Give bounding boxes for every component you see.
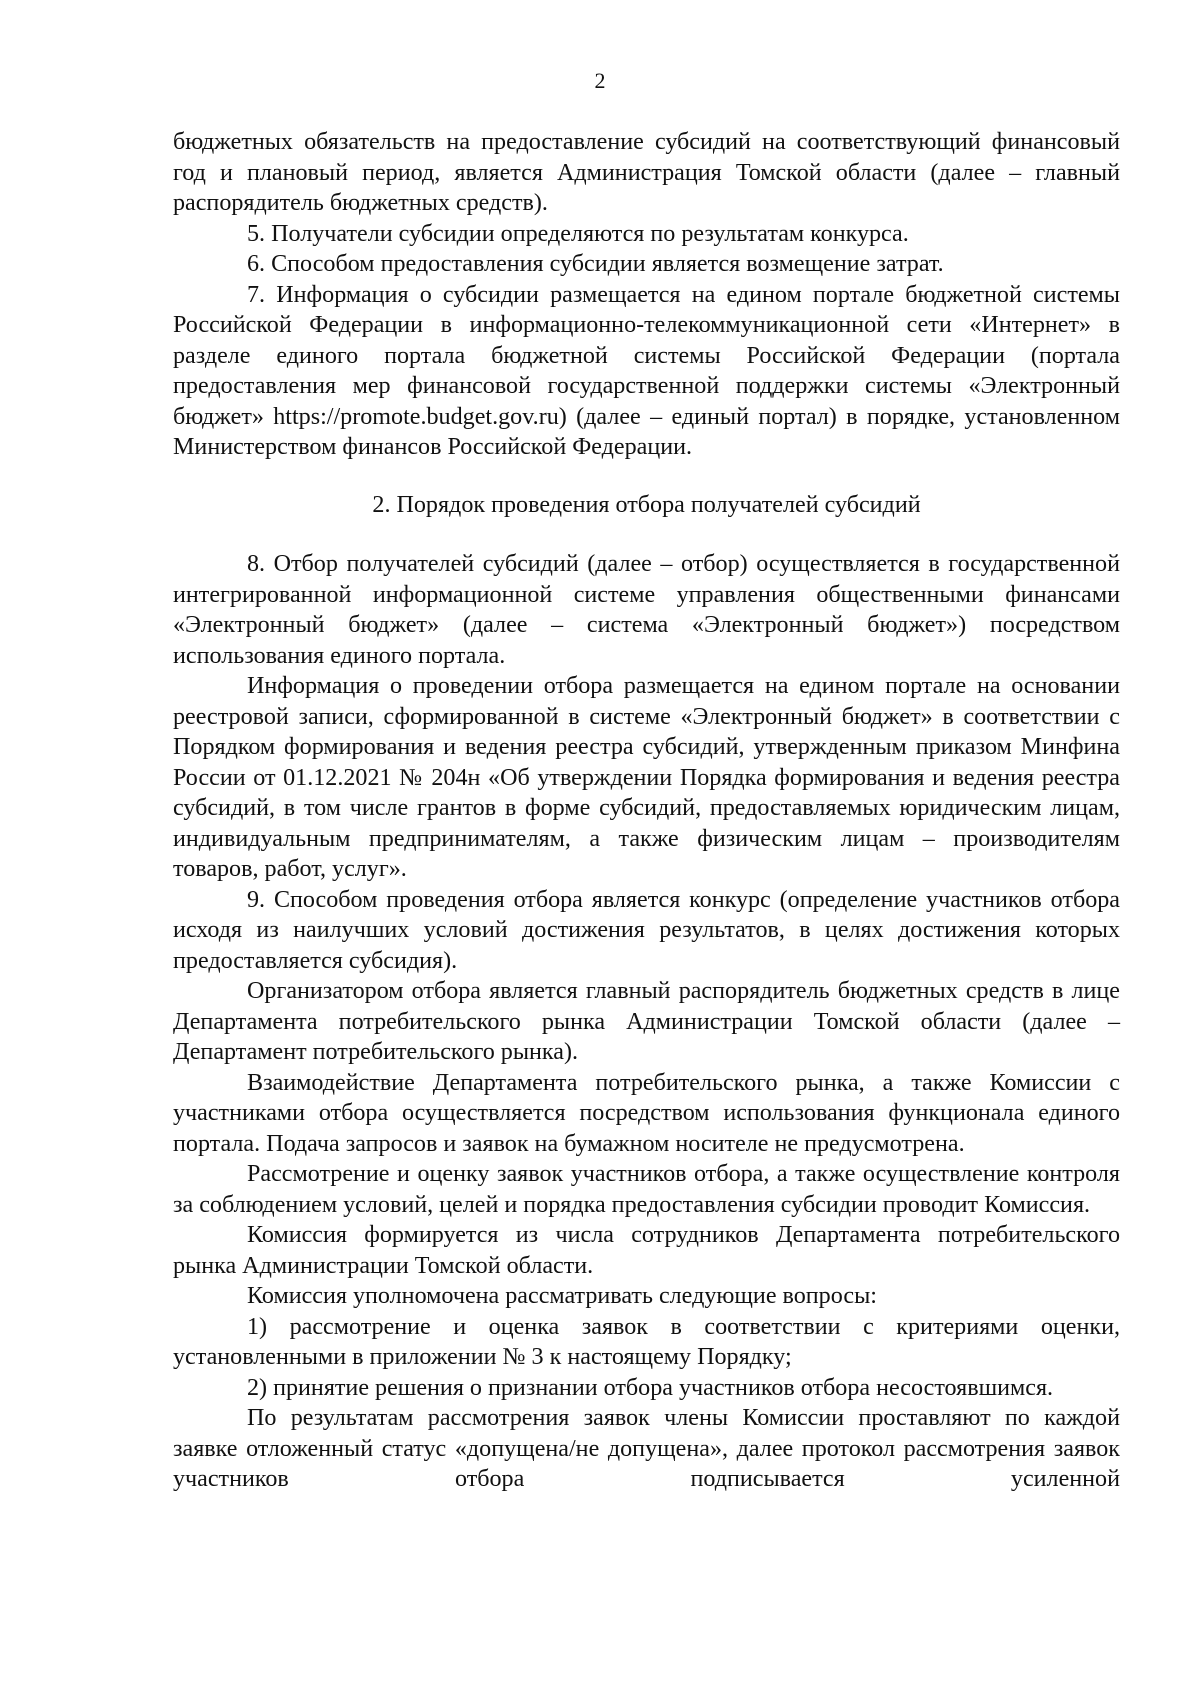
paragraph-review: Рассмотрение и оценку заявок участников отбора, а также осуществление контроля за соблюдением условий, целей и порядка предоставления субсидии проводит Комиссия. bbox=[173, 1161, 1120, 1218]
section-2-title: 2. Порядок проведения отбора получателей субсидий bbox=[372, 491, 921, 518]
paragraph-7: 7. Информация о субсидии размещается на едином портале бюджетной системы Российской Федерации в информационно-телекоммуникационной сети «Интернет» в разделе единого портала бюджетной системы Российской Федерации (портала предоставления мер финансовой государственной поддержки системы «Электронный бюджет» https://promote.budget.gov.ru) (далее – единый портал) в порядке, установленном Министерством финансов Российской Федерации. bbox=[173, 281, 1120, 460]
list-item-1: 1) рассмотрение и оценка заявок в соответствии с критериями оценки, установленными в приложении № 3 к настоящему Порядку; bbox=[173, 1313, 1120, 1370]
paragraph-organizer: Организатором отбора является главный распорядитель бюджетных средств в лице Департамента потребительского рынка Администрации Томской области (далее – Департамент потребительского рынка). bbox=[173, 978, 1120, 1065]
page-number: 2 bbox=[594, 68, 606, 93]
paragraph-results: По результатам рассмотрения заявок члены Комиссии проставляют по каждой заявке отложенный статус «допущена/не допущена», далее протокол рассмотрения заявок участников отбора подписывается усиленной bbox=[173, 1405, 1120, 1492]
paragraph-6: 6. Способом предоставления субсидии является возмещение затрат. bbox=[247, 251, 944, 277]
paragraph-5: 5. Получатели субсидии определяются по результатам конкурса. bbox=[247, 220, 909, 247]
paragraph-8-info: Информация о проведении отбора размещается на едином портале на основании реестровой записи, сформированной в системе «Электронный бюджет» в соответствии с Порядком формирования и ведения реестра субсидий, утвержденным приказом Минфина России от 01.12.2021 № 204н «Об утверждении Порядка формирования и ведения реестра субсидий, в том числе грантов в форме субсидий, предоставляемых юридическим лицам, индивидуальным предпринимателям, а также физическим лицам – производителям товаров, работ, услуг». bbox=[173, 673, 1120, 882]
paragraph-interaction: Взаимодействие Департамента потребительского рынка, а также Комиссии с участниками отбора осуществляется посредством использования функционала единого портала. Подача запросов и заявок на бумажном носителе не предусмотрена. bbox=[173, 1069, 1120, 1157]
paragraph-8: 8. Отбор получателей субсидий (далее – отбор) осуществляется в государственной интегрированной информационной системе управления общественными финансами «Электронный бюджет» (далее – система «Электронный бюджет») посредством использования единого портала. bbox=[173, 551, 1120, 669]
document-body bbox=[173, 127, 1120, 1495]
paragraph-9: 9. Способом проведения отбора является конкурс (определение участников отбора исходя из наилучших условий достижения результатов, в целях достижения которых предоставляется субсидия). bbox=[173, 886, 1120, 974]
paragraph-intro: бюджетных обязательств на предоставление субсидий на соответствующий финансовый год и плановый период, является Администрация Томской области (далее – главный распорядитель бюджетных средств). bbox=[173, 129, 1120, 216]
list-item-2: 2) принятие решения о признании отбора участников отбора несостоявшимся. bbox=[247, 1374, 1054, 1401]
paragraph-powers: Комиссия уполномочена рассматривать следующие вопросы: bbox=[247, 1283, 877, 1309]
paragraph-commission: Комиссия формируется из числа сотрудников Департамента потребительского рынка Администрации Томской области. bbox=[173, 1222, 1120, 1279]
